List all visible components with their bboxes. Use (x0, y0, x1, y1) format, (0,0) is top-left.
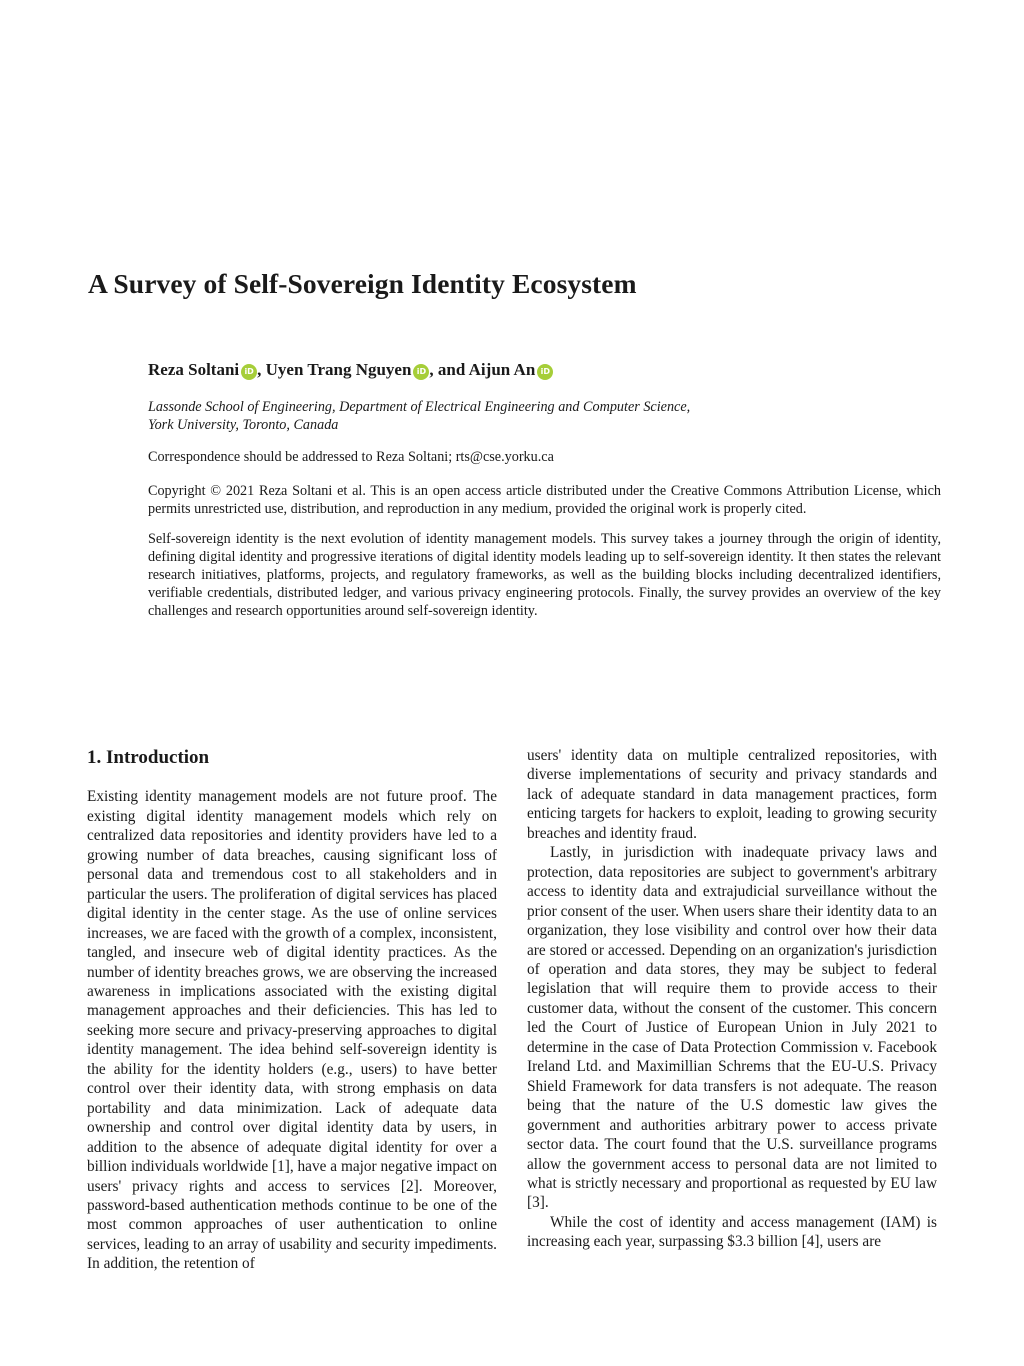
body-paragraph: users' identity data on multiple centralized repositories, with diverse implementations of security and privacy standards and lack of adequate standard in data management practices, form enticing targets for hackers to exploit, leading to growing security breaches and identity fraud. (527, 747, 937, 842)
author-separator: , (257, 360, 266, 379)
right-column (527, 746, 937, 1252)
paper-title: A Survey of Self-Sovereign Identity Ecosystem (88, 268, 637, 299)
affiliation-line: York University, Toronto, Canada (148, 417, 339, 433)
author-list (148, 360, 553, 380)
author-name: Aijun An (468, 360, 536, 379)
section-heading: 1. Introduction (87, 747, 210, 768)
body-paragraph: Lastly, in jurisdiction with inadequate privacy laws and protection, data repositories are subject to government's arbitrary access to identity data and extrajudicial surveillance without the prior consent of the user. When users share their identity data to an organization, they lose visibility and control over how their data are stored or accessed. Depending on an organization's jurisdiction of operation and data stores, they may be subject to federal legislation that will require them to provide access to their customer data, without the consent of the customer. This concern led the Court of Justice of European Union in July 2021 to determine in the case of Data Protection Commission v. Facebook Ireland Ltd. and Maximillian Schrems that the EU-U.S. Privacy Shield Framework for data transfers is not adequate. The reason being that the nature of the U.S domestic law gives the government and authorities arbitrary power to access private sector data. The court found that the U.S. surveillance programs allow the government access to personal data are not limited to what is strictly necessary and proportional as requested by EU law [3]. (527, 844, 937, 1212)
affiliation-line: Lassonde School of Engineering, Department of Electrical Engineering and Computer Science, (148, 399, 691, 415)
author-name: Reza Soltani (148, 360, 240, 379)
orcid-icon[interactable]: iD (537, 364, 553, 380)
abstract: Self-sovereign identity is the next evolution of identity management models. This survey takes a journey through the origin of identity, defining digital identity and progressive iterations of digital identity models leading up to self-sovereign identity. It then states the relevant research initiatives, platforms, projects, and regulatory frameworks, as well as the building blocks including decentralized identifiers, verifiable credentials, distributed ledger, and various privacy engineering protocols. Finally, the survey provides an overview of the key challenges and research opportunities around self-sovereign identity. (148, 531, 941, 619)
author-separator: , and (429, 360, 469, 379)
left-column (87, 746, 497, 1274)
orcid-icon[interactable]: iD (241, 364, 257, 380)
copyright-notice: Copyright © 2021 Reza Soltani et al. This is an open access article distributed under the Creative Commons Attribution License, which permits unrestricted use, distribution, and reproduction in any medium, provided the original work is properly cited. (148, 483, 941, 517)
affiliation (148, 398, 868, 434)
orcid-icon[interactable]: iD (413, 364, 429, 380)
body-paragraph: Existing identity management models are not future proof. The existing digital identity management models which rely on centralized data repositories and identity providers have led to a growing number of data breaches, causing significant loss of personal data and tremendous cost to all stakeholders and in particular the users. The proliferation of digital services has placed digital identity in the center stage. As the use of online services increases, we are faced with the growth of a complex, inconsistent, tangled, and insecure web of digital identity practices. As the number of identity breaches grows, we are observing the increased awareness in implications associated with the existing digital management approaches and their deficiencies. This has led to seeking more secure and privacy-preserving approaches to digital identity management. The idea behind self-sovereign identity is the ability for the identity holders (e.g., users) to have better control over their identity data, with strong emphasis on data portability and data minimization. Lack of adequate data ownership and control over digital identity data by users, in addition to the absence of adequate digital identity for over a billion individuals worldwide [1], have a major negative impact on users' privacy rights and access to services [2]. Moreover, password-based authentication methods continue to be one of the most common approaches of user authentication to online services, leading to an array of usability and security impediments. In addition, the retention of (87, 788, 497, 1273)
body-paragraph: While the cost of identity and access management (IAM) is increasing each year, surpassing $3.3 billion [4], users are (527, 1213, 937, 1251)
correspondence-note: Correspondence should be addressed to Reza Soltani; rts@cse.yorku.ca (148, 449, 554, 465)
author-name: Uyen Trang Nguyen (265, 360, 412, 379)
